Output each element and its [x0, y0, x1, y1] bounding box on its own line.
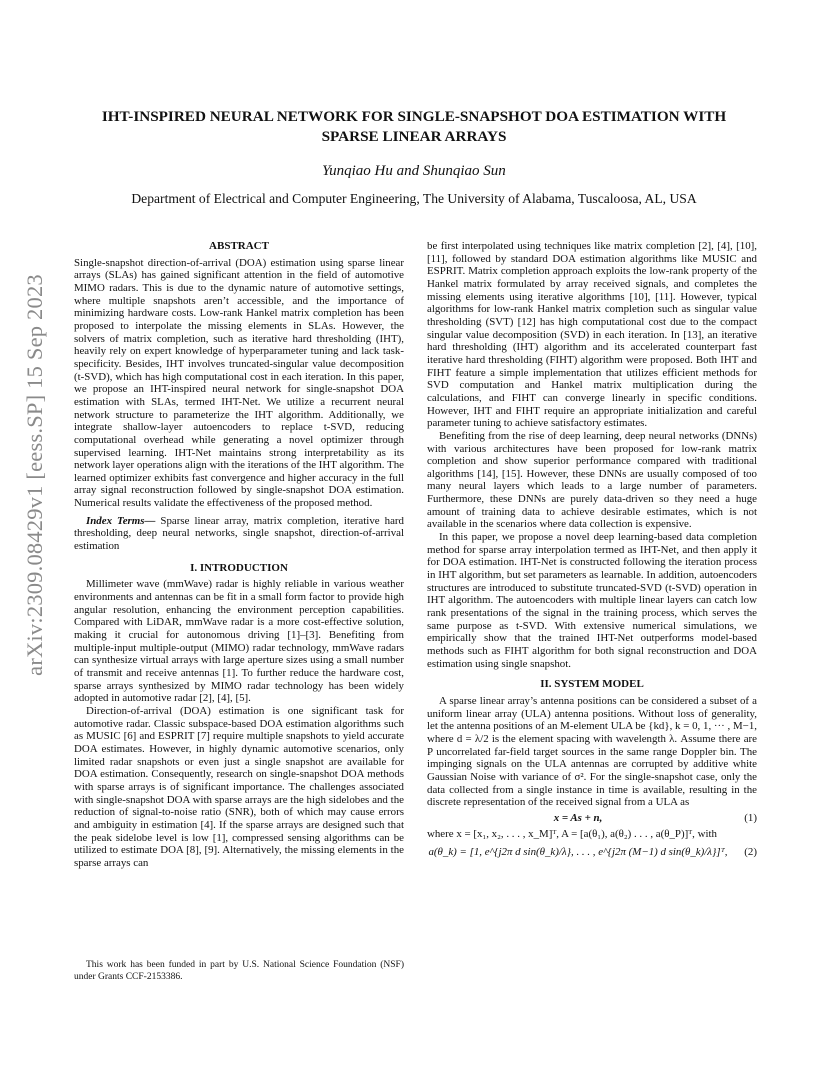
- paper-affiliation: Department of Electrical and Computer Engineering, The University of Alabama, Tuscaloosa, AL, USA: [131, 191, 697, 206]
- equation-1-number: (1): [744, 811, 757, 824]
- intro-paragraph-4: Benefiting from the rise of deep learning, deep neural networks (DNNs) with various architectures have been proposed for low-rank matrix completion and show superior performance compared with traditional algorithms [14], [15]. However, these DNNs are usually composed of too many neural layers which leads to a large number of parameters. Furthermore, these DNNs are purely data-driven so they need a huge amount of training data to achieve desirable estimates, which is not available in the scenarios where data collection is expensive.: [427, 429, 757, 531]
- intro-paragraph-5: In this paper, we propose a novel deep learning-based data completion method for sparse array interpolation termed as IHT-Net, and then apply it for DOA estimation. IHT-Net is constructed following the iteration process in IHT algorithm, but set parameters as learnable. In addition, autoencoders structures are introduced to substitute truncated-SVD (t-SVD) operation in IHT algorithm. The autoencoders with multiple linear layers can catch low rank presentations of the signal in the training process, which serves the same purpose as t-SVD. With extensive numerical simulations, we empirically show that the trained IHT-Net outperforms model-based methods such as FIHT algorithm for both signal reconstruction and DOA estimation using single snapshot.: [427, 531, 757, 670]
- intro-paragraph-3: be first interpolated using techniques like matrix completion [2], [4], [10], [11], followed by standard DOA estimation algorithms like MUSIC and ESPRIT. Matrix completion approach exploits the low-rank property of the Hankel matrix formulated by array received signals, and completes the missing elements using iterative algorithms [10], [11]. However, typical algorithms for low-rank Hankel matrix completion such as singular value thresholding (SVT) [12] has high computational cost due to the compact singular value decomposition (SVD) in each iteration. In [13], an iterative hard thresholding (IHT) algorithm and its accelerated counterpart fast iterative hard thresholding (FIHT) algorithm were proposed. Both IHT and FIHT feature a simple implementation that utilizes efficient methods for SVD computation and Hankel matrix multiplication during the calculations, and FIHT can converge linearly in specific conditions. However, IHT and FIHT require an appropriate initialization and careful parameter tuning to achieve satisfactory estimates.: [427, 240, 757, 430]
- equation-2: [427, 846, 757, 859]
- equation-1-body: x = As + n,: [553, 811, 603, 824]
- index-terms: [74, 515, 404, 553]
- intro-heading: I. INTRODUCTION: [190, 561, 288, 574]
- index-terms-text: Sparse linear array, matrix completion, iterative hard thresholding, deep neural networks, single snapshot, direction-of-arrival estimation: [74, 514, 404, 553]
- equation-2-body: a(θ_k) = [1, e^{j2π d sin(θ_k)/λ}, . . . , e^{j2π (M−1) d sin(θ_k)/λ}]ᵀ,: [428, 846, 728, 859]
- system-model-paragraph: A sparse linear array’s antenna positions can be considered a subset of a uniform linear array (ULA) antenna positions. Without loss of generality, let the antenna positions of an M-element ULA be {kd}, k = 0, 1, ··· , M−1, where d = λ/2 is the element spacing with wavelength λ. Assume there are P uncorrelated far-field target sources in the same range Doppler bin. The impinging signals on the ULA antennas are corrupted by additive white Gaussian Noise with variance of σ². For the single-snapshot case, only the data collected from a single instance in time is available, resulting in the discrete representation of the received signal from a ULA as: [427, 694, 757, 809]
- paper-title: IHT-INSPIRED NEURAL NETWORK FOR SINGLE-SNAPSHOT DOA ESTIMATION WITH SPARSE LINEAR ARRAYS: [101, 108, 727, 145]
- paper-authors: Yunqiao Hu and Shunqiao Sun: [322, 163, 506, 179]
- system-model-heading: II. SYSTEM MODEL: [540, 678, 644, 691]
- arxiv-identifier: arXiv:2309.08429v1 [eess.SP] 15 Sep 2023: [22, 274, 47, 676]
- arxiv-sidebar: [10, 274, 60, 676]
- abstract-text: Single-snapshot direction-of-arrival (DOA) estimation using sparse linear arrays (SLAs) has gained significant attention in the field of automotive MIMO radars. This is due to the dynamic nature of automotive settings, where multiple snapshots aren’t accessible, and the importance of minimizing hardware costs. Low-rank Hankel matrix completion has been proposed to interpolate the missing elements in SLAs. However, the solvers of matrix completion, such as iterative hard thresholding (IHT), heavily rely on expert knowledge of hyperparameter tuning and lack task-specificity. Besides, IHT involves truncated-singular value decomposition (t-SVD), which has high computational cost in each iteration. In this paper, we propose an IHT-inspired neural network for single-snapshot DOA estimation with SLAs, termed IHT-Net. We utilize a recurrent neural network structure to parameterize the IHT algorithm. Additionally, we integrate shallow-layer autoencoders to replace t-SVD, reducing computational overhead while generating a novel optimizer through supervised learning. IHT-Net maintains strong interpretability as its network layer operations align with the iterations of the IHT algorithm. The learned optimizer exhibits fast convergence and higher accuracy in the full array signal reconstruction followed by single-snapshot DOA estimation. Numerical results validate the effectiveness of the proposed method.: [74, 256, 404, 510]
- where-text: where x = [x₁, x₂, . . . , x_M]ᵀ, A = [a(θ₁), a(θ₂) . . . , a(θ_P)]ᵀ, with: [427, 827, 717, 840]
- equation-2-number: (2): [744, 846, 757, 859]
- left-column: [74, 240, 404, 870]
- index-terms-label: Index Terms—: [86, 514, 156, 527]
- intro-paragraph-1: Millimeter wave (mmWave) radar is highly reliable in various weather environments and antennas can be fit in a small form factor to provide high angular resolution, enhancing the environment perception capabilities. Compared with LiDAR, mmWave radar is a more cost-effective solution, making it crucial for autonomous driving [1]–[3]. Benefiting from multiple-input multiple-output (MIMO) radar technology, mmWave radars can synthesize virtual arrays with large aperture sizes using a small number of transmit and receive antennas [1]. To further reduce the hardware cost, sparse arrays synthesized by MIMO radar technology has been widely adopted in automotive radar [2], [4], [5].: [74, 578, 404, 705]
- abstract-heading: ABSTRACT: [209, 240, 269, 252]
- funding-footnote: This work has been funded in part by U.S. National Science Foundation (NSF) under Grants CCF-2153386.: [74, 960, 404, 982]
- equation-1: [427, 812, 757, 825]
- right-column: [427, 240, 757, 862]
- intro-paragraph-2: Direction-of-arrival (DOA) estimation is one significant task for automotive radar. Classic subspace-based DOA estimation algorithms such as MUSIC [6] and ESPRIT [7] require multiple snapshots to yield accurate DOA estimates. However, in highly dynamic automotive scenarios, only limited radar snapshots or even just a single snapshot are available for DOA estimation. Consequently, research on single-snapshot DOA methods with sparse arrays is of significant importance. The challenges associated with single-snapshot DOA with sparse arrays are the high sidelobes and the reduction of signal-to-noise ratio (SNR), both of which may cause errors and ambiguity in estimation [4]. If the sparse arrays are designed such that the peak sidelobe level is low [1], compressed sensing algorithms can be utilized to estimate DOA [8], [9]. Alternatively, the missing elements in the sparse arrays can: [74, 704, 404, 869]
